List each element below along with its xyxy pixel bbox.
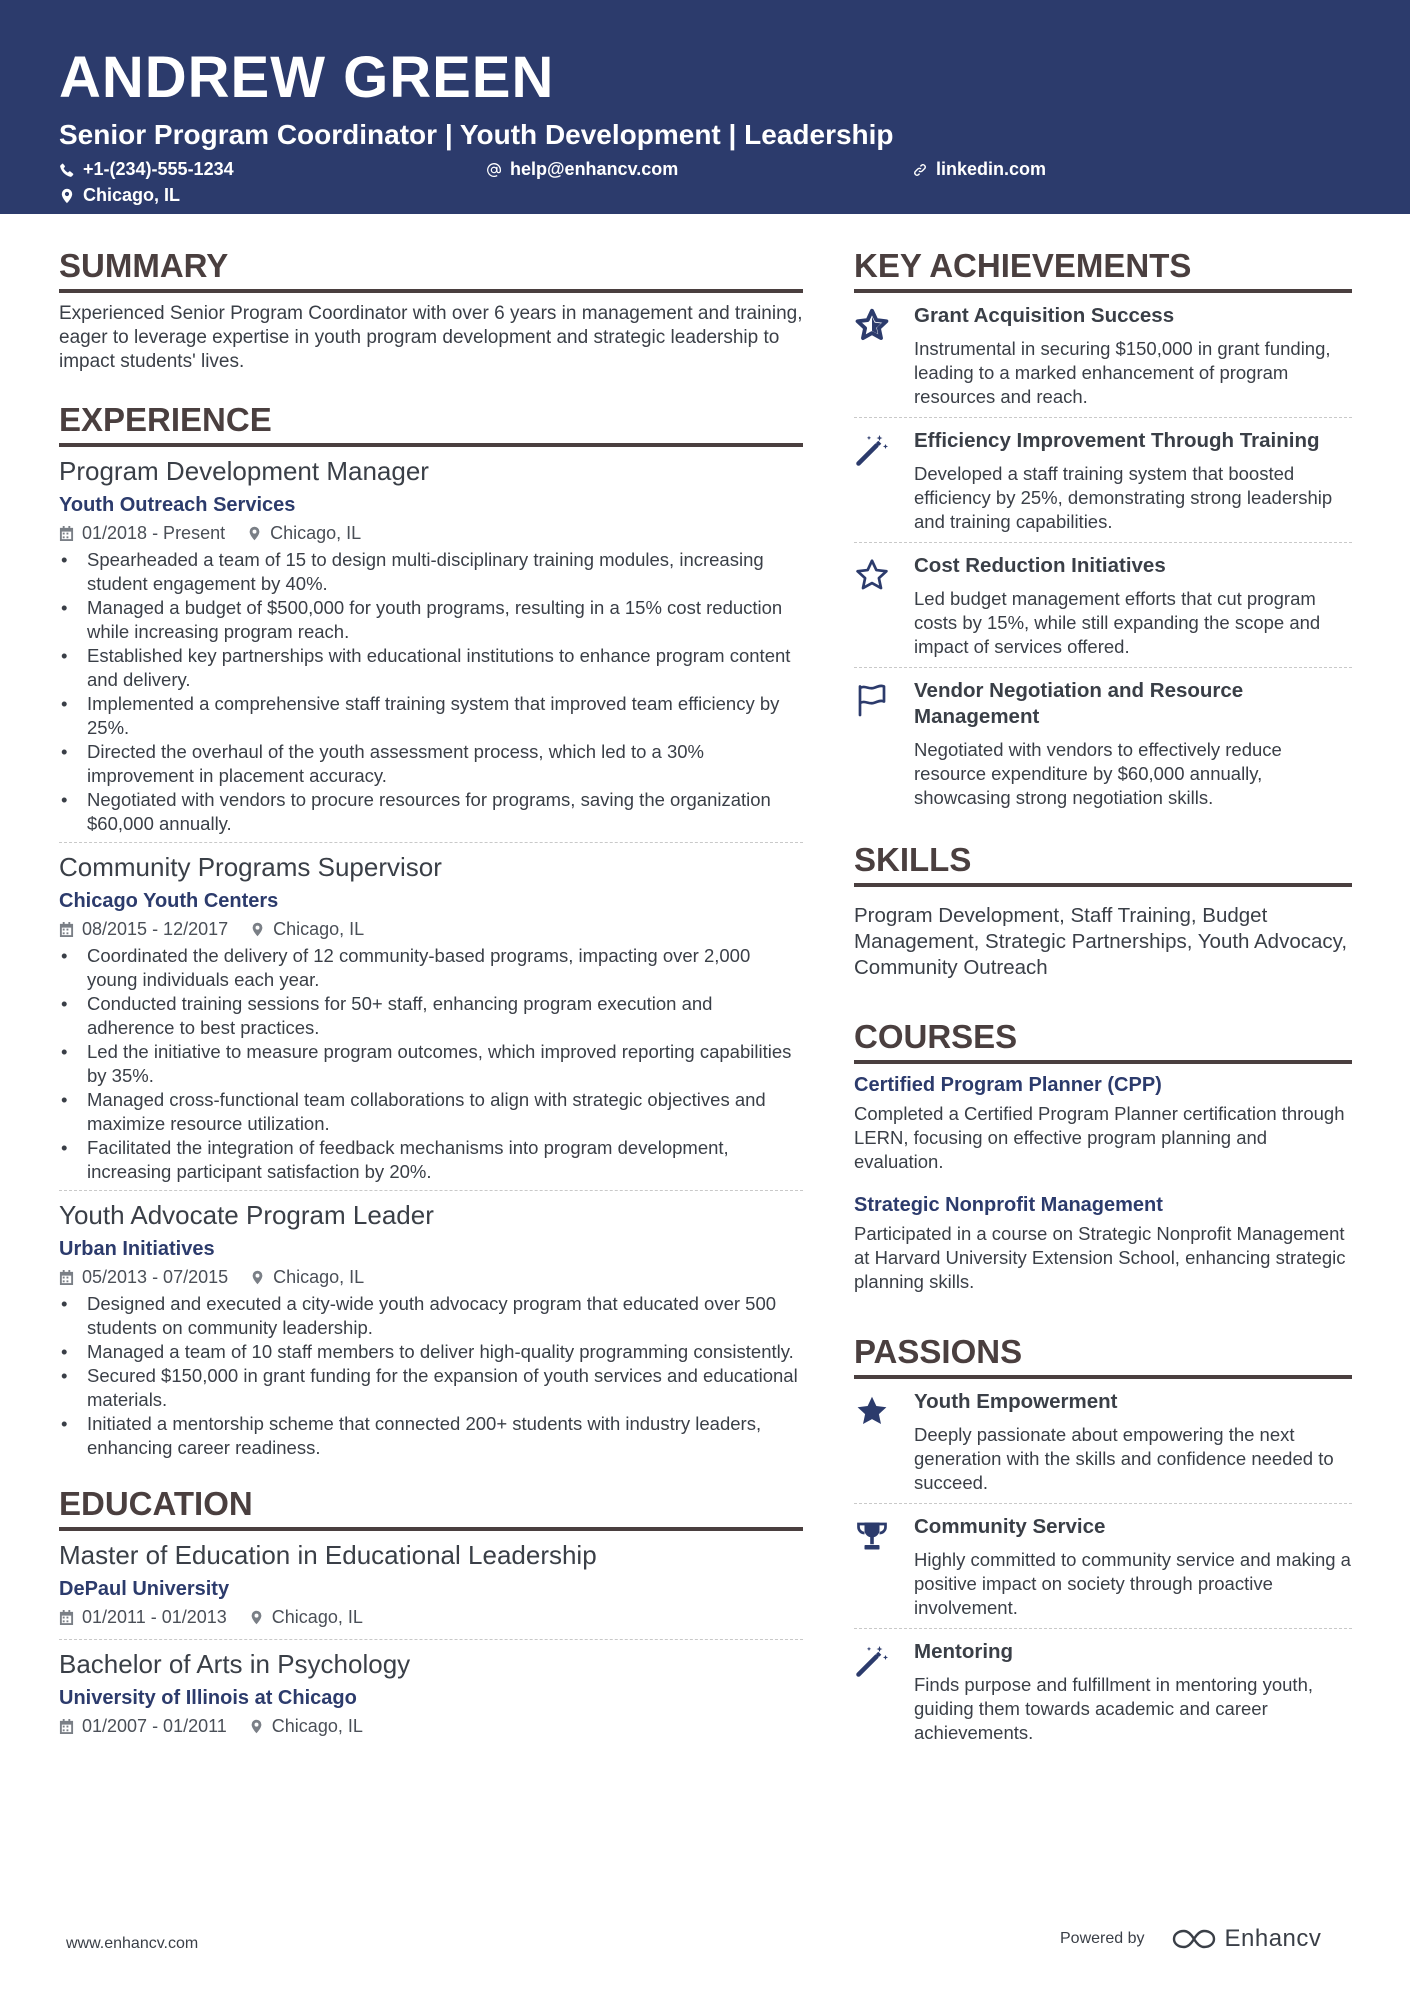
- course-item: [854, 1174, 1352, 1294]
- courses-heading: COURSES: [854, 1017, 1352, 1064]
- enhancv-logo[interactable]: [1171, 1925, 1322, 1953]
- linkedin-contact[interactable]: [912, 159, 1046, 180]
- education-meta: [59, 1603, 803, 1631]
- trophy-icon: [854, 1514, 914, 1622]
- course-title: Certified Program Planner (CPP): [854, 1074, 1162, 1096]
- location-pin-icon: [247, 526, 262, 541]
- bullet-item: • Led the initiative to measure program outcomes, which improved reporting capabilities by 35%.: [59, 1040, 803, 1088]
- job-bullets: [59, 1292, 803, 1466]
- job-dates: [59, 915, 228, 943]
- bullet-item: • Secured $150,000 in grant funding for the expansion of youth services and educational materials.: [59, 1364, 803, 1412]
- education-dates: [59, 1712, 227, 1740]
- courses-section: [854, 1017, 1352, 1294]
- bullet-item: • Conducted training sessions for 50+ staff, enhancing program execution and adherence to best practices.: [59, 992, 803, 1040]
- location-pin-icon: [249, 1610, 264, 1625]
- date-range: 05/2013 - 07/2015: [82, 1267, 229, 1287]
- bullet-item: • Designed and executed a city-wide youth advocacy program that educated over 500 students on community leadership.: [59, 1292, 803, 1340]
- achievement-title: Cost Reduction Initiatives: [914, 554, 1166, 577]
- job-title: Program Development Manager: [59, 456, 429, 486]
- link-icon: [912, 162, 928, 178]
- passion-description: Deeply passionate about empowering the next generation with the skills and confidence needed to succeed.: [914, 1424, 1334, 1493]
- achievement-item: [854, 293, 1352, 417]
- magic-wand-icon: [854, 1639, 914, 1747]
- calendar-icon: [59, 1270, 74, 1285]
- education-entry: [59, 1639, 803, 1748]
- location-pin-icon: [249, 1719, 264, 1734]
- company-name: Chicago Youth Centers: [59, 890, 279, 912]
- bullet-item: • Managed a team of 10 staff members to deliver high-quality programming consistently.: [59, 1340, 803, 1364]
- star-filled-icon: [854, 1389, 914, 1497]
- flag-icon: [854, 678, 914, 812]
- bullet-item: • Directed the overhaul of the youth assessment process, which led to a 30% improvement in placement accuracy.: [59, 740, 803, 788]
- bullet-item: • Initiated a mentorship scheme that connected 200+ students with industry leaders, enhancing career readiness.: [59, 1412, 803, 1460]
- location-pin-icon: [59, 188, 75, 204]
- course-description: Completed a Certified Program Planner certification through LERN, focusing on effective program planning and evaluation.: [854, 1103, 1345, 1172]
- candidate-name: ANDREW GREEN: [59, 45, 555, 110]
- location-text: Chicago, IL: [83, 185, 181, 205]
- job-entry: [59, 447, 803, 842]
- education-entry: [59, 1531, 803, 1639]
- passions-heading: PASSIONS: [854, 1332, 1352, 1379]
- date-range: 01/2007 - 01/2011: [82, 1716, 227, 1736]
- calendar-icon: [59, 922, 74, 937]
- achievement-title: Efficiency Improvement Through Training: [914, 429, 1320, 452]
- location-text: Chicago, IL: [270, 523, 362, 543]
- skills-section: [854, 840, 1352, 981]
- school-name: University of Illinois at Chicago: [59, 1687, 357, 1709]
- education-location: [249, 1712, 363, 1740]
- passion-item: [854, 1379, 1352, 1503]
- at-icon: [486, 162, 502, 178]
- course-item: [854, 1064, 1352, 1174]
- email-contact[interactable]: [486, 159, 678, 180]
- job-bullets: [59, 548, 803, 842]
- calendar-icon: [59, 1719, 74, 1734]
- location-text: Chicago, IL: [273, 1267, 365, 1287]
- location-pin-icon: [250, 1270, 265, 1285]
- education-meta: [59, 1712, 803, 1740]
- skills-list: Program Development, Staff Training, Budget Management, Strategic Partnerships, Youth Advocacy, Community Outreach: [854, 904, 1348, 979]
- bullet-item: • Facilitated the integration of feedback mechanisms into program development, increasing participant satisfaction by 20%.: [59, 1136, 803, 1184]
- achievement-description: Negotiated with vendors to effectively reduce resource expenditure by $60,000 annually, showcasing strong negotiation skills.: [914, 739, 1282, 808]
- star-outline-bold-icon: [854, 303, 914, 411]
- experience-heading: EXPERIENCE: [59, 400, 803, 447]
- passion-description: Highly committed to community service and making a positive impact on society through proactive involvement.: [914, 1549, 1351, 1618]
- summary-section: [59, 246, 803, 374]
- job-entry: [59, 1190, 803, 1466]
- summary-text: Experienced Senior Program Coordinator with over 6 years in management and training, eager to leverage expertise in youth program development and strategic leadership to impact students' lives.: [59, 303, 803, 372]
- location-text: Chicago, IL: [273, 919, 365, 939]
- job-meta: [59, 519, 803, 547]
- job-dates: [59, 1263, 228, 1291]
- passion-title: Mentoring: [914, 1640, 1014, 1663]
- magic-wand-icon: [854, 428, 914, 536]
- achievement-title: Grant Acquisition Success: [914, 304, 1175, 327]
- location-pin-icon: [250, 922, 265, 937]
- bullet-item: • Managed a budget of $500,000 for youth programs, resulting in a 15% cost reduction while increasing program reach.: [59, 596, 803, 644]
- achievement-description: Led budget management efforts that cut program costs by 15%, while still expanding the scope and impact of services offered.: [914, 588, 1321, 657]
- achievement-item: [854, 417, 1352, 542]
- degree-title: Bachelor of Arts in Psychology: [59, 1649, 411, 1679]
- job-entry: [59, 842, 803, 1190]
- left-column: [59, 246, 803, 1748]
- linkedin-link[interactable]: linkedin.com: [936, 159, 1047, 179]
- course-description: Participated in a course on Strategic Nonprofit Management at Harvard University Extension School, enhancing strategic planning skills.: [854, 1223, 1346, 1292]
- bullet-item: • Implemented a comprehensive staff training system that improved team efficiency by 25%.: [59, 692, 803, 740]
- calendar-icon: [59, 1610, 74, 1625]
- date-range: 08/2015 - 12/2017: [82, 919, 229, 939]
- key-achievements-section: [854, 246, 1352, 818]
- skills-heading: SKILLS: [854, 840, 1352, 887]
- company-name: Youth Outreach Services: [59, 494, 296, 516]
- footer-website[interactable]: www.enhancv.com: [66, 1935, 199, 1952]
- date-range: 01/2011 - 01/2013: [82, 1607, 227, 1627]
- achievement-description: Developed a staff training system that boosted efficiency by 25%, demonstrating strong leadership and training capabilities.: [914, 463, 1333, 532]
- star-outline-icon: [854, 553, 914, 661]
- education-section: [59, 1484, 803, 1748]
- job-location: [247, 519, 361, 547]
- education-heading: EDUCATION: [59, 1484, 803, 1531]
- candidate-title: Senior Program Coordinator | Youth Development | Leadership: [59, 119, 894, 150]
- passion-title: Youth Empowerment: [914, 1390, 1118, 1413]
- job-meta: [59, 915, 803, 943]
- resume-header: [0, 0, 1410, 214]
- school-name: DePaul University: [59, 1578, 230, 1600]
- passions-section: [854, 1332, 1352, 1753]
- powered-by-label: Powered by: [1060, 1930, 1145, 1947]
- key-achievements-heading: KEY ACHIEVEMENTS: [854, 246, 1352, 293]
- bullet-item: • Established key partnerships with educational institutions to enhance program content and delivery.: [59, 644, 803, 692]
- location-text: Chicago, IL: [271, 1607, 363, 1627]
- job-title: Community Programs Supervisor: [59, 852, 442, 882]
- phone-icon: [59, 162, 75, 178]
- bullet-item: • Spearheaded a team of 15 to design multi-disciplinary training modules, increasing student engagement by 40%.: [59, 548, 803, 596]
- company-name: Urban Initiatives: [59, 1238, 215, 1260]
- achievement-item: [854, 542, 1352, 667]
- achievement-item: [854, 667, 1352, 818]
- education-location: [249, 1603, 363, 1631]
- contact-row-1: [59, 159, 1351, 185]
- location-text: Chicago, IL: [271, 1716, 363, 1736]
- enhancv-logo-icon: [1171, 1927, 1217, 1951]
- passion-item: [854, 1628, 1352, 1753]
- bullet-item: • Negotiated with vendors to procure resources for programs, saving the organization $60,000 annually.: [59, 788, 803, 836]
- job-meta: [59, 1263, 803, 1291]
- bullet-item: • Managed cross-functional team collaborations to align with strategic objectives and maximize resource utilization.: [59, 1088, 803, 1136]
- education-dates: [59, 1603, 227, 1631]
- job-location: [250, 1263, 364, 1291]
- achievement-title: Vendor Negotiation and Resource Management: [914, 679, 1244, 728]
- date-range: 01/2018 - Present: [82, 523, 226, 543]
- job-location: [250, 915, 364, 943]
- achievement-description: Instrumental in securing $150,000 in grant funding, leading to a marked enhancement of program resources and reach.: [914, 338, 1331, 407]
- brand-name: Enhancv: [1224, 1925, 1322, 1952]
- calendar-icon: [59, 526, 74, 541]
- phone-contact: [59, 159, 234, 180]
- degree-title: Master of Education in Educational Leadership: [59, 1540, 597, 1570]
- job-bullets: [59, 944, 803, 1190]
- phone-number: +1-(234)-555-1234: [83, 159, 234, 179]
- passion-description: Finds purpose and fulfillment in mentoring youth, guiding them towards academic and career achievements.: [914, 1674, 1313, 1743]
- bullet-item: • Coordinated the delivery of 12 community-based programs, impacting over 2,000 young individuals each year.: [59, 944, 803, 992]
- contact-row-2: [59, 185, 1351, 211]
- experience-section: [59, 400, 803, 1466]
- course-title: Strategic Nonprofit Management: [854, 1194, 1163, 1216]
- footer-branding: [1060, 1925, 1321, 1953]
- job-dates: [59, 519, 225, 547]
- email-address[interactable]: help@enhancv.com: [510, 159, 679, 179]
- job-title: Youth Advocate Program Leader: [59, 1200, 434, 1230]
- passion-title: Community Service: [914, 1515, 1106, 1538]
- summary-heading: SUMMARY: [59, 246, 803, 293]
- passion-item: [854, 1503, 1352, 1628]
- location-contact: [59, 185, 180, 206]
- right-column: [854, 246, 1352, 1753]
